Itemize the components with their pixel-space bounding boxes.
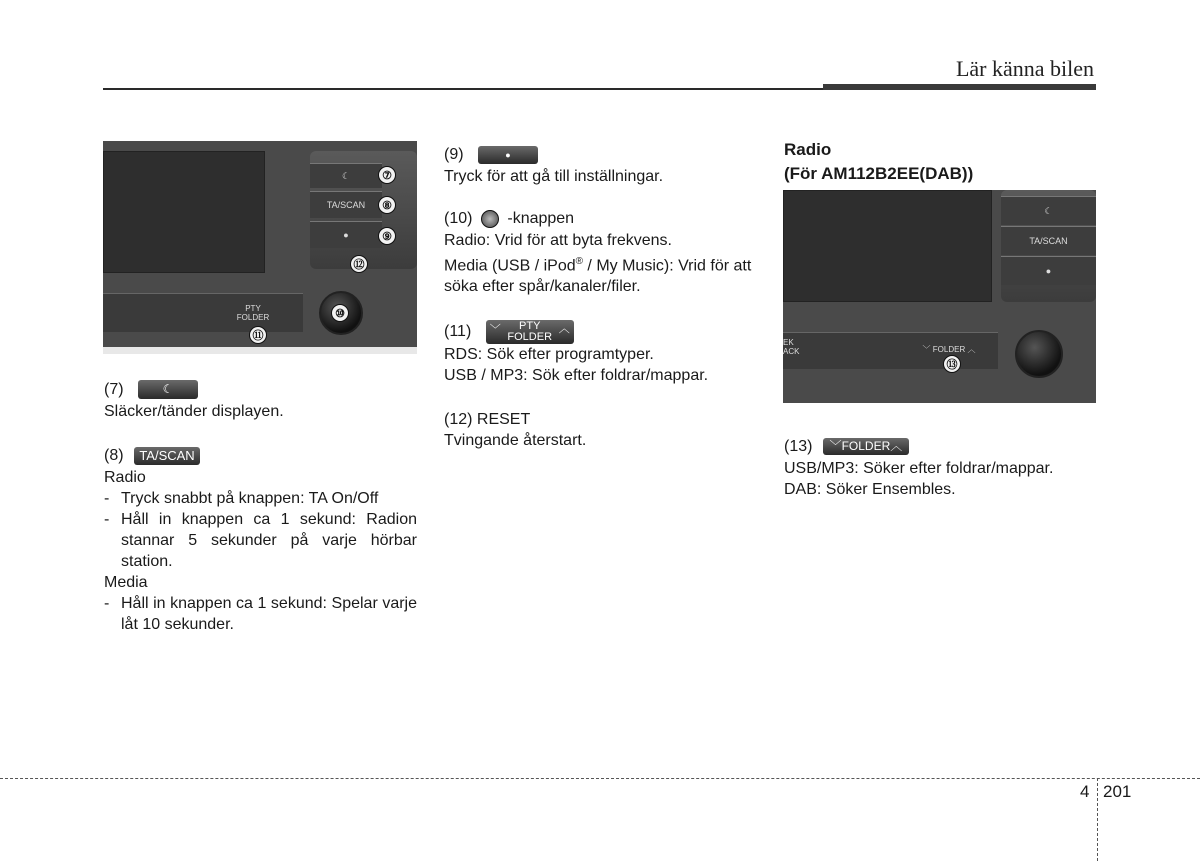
pty-label: PTY bbox=[519, 320, 541, 333]
page-header-title: Lär känna bilen bbox=[955, 56, 1094, 81]
display-screen bbox=[103, 151, 265, 273]
folder-label: FOLDER bbox=[932, 345, 966, 354]
callout-13: ⑬ bbox=[943, 355, 961, 373]
chevron-up-icon: ︿ bbox=[558, 323, 570, 336]
item-12-number: (12) RESET bbox=[444, 411, 531, 429]
bullet-dash: - bbox=[104, 595, 110, 612]
header-rule bbox=[103, 88, 823, 90]
item-9-number: (9) bbox=[444, 146, 464, 163]
pty-folder-label bbox=[228, 304, 278, 322]
callout-11: ⑪ bbox=[249, 326, 267, 344]
item-11 bbox=[444, 320, 764, 344]
pty-folder-button-icon bbox=[486, 320, 574, 344]
item-8-bullet-3-text: Håll in knappen ca 1 sekund: Spelar varje låt 10 sekunder. bbox=[121, 595, 417, 633]
moon-button-icon: ☾ bbox=[138, 380, 198, 399]
chevron-down-icon: ﹀ bbox=[829, 439, 842, 454]
heading-radio: Radio bbox=[784, 140, 832, 159]
column-2-text bbox=[444, 144, 764, 451]
item-11-line-2: USB / MP3: Sök efter foldrar/mappar. bbox=[444, 367, 709, 385]
item-11-number: (11) bbox=[444, 323, 472, 341]
head-unit-photo-1 bbox=[103, 141, 417, 354]
item-8-radio-heading: Radio bbox=[104, 469, 146, 486]
column-1-text bbox=[104, 379, 417, 635]
item-7 bbox=[104, 379, 417, 401]
header-rule-accent bbox=[823, 84, 1096, 90]
item-10-number: (10) bbox=[444, 210, 473, 227]
registered-mark: ® bbox=[575, 256, 583, 267]
chapter-number: 4 bbox=[1080, 782, 1090, 801]
item-7-text: Släcker/tänder displayen. bbox=[104, 403, 284, 420]
item-8-number: (8) bbox=[104, 447, 124, 464]
bullet-dash: - bbox=[104, 511, 110, 528]
chevron-up-icon: ︿ bbox=[967, 345, 976, 354]
folder-label: FOLDER bbox=[507, 331, 553, 344]
item-10-line-1: Radio: Vrid för att byta frekvens. bbox=[444, 232, 672, 249]
ta-scan-label: TA/SCAN bbox=[326, 200, 366, 210]
callout-7: ⑦ bbox=[378, 166, 396, 184]
ta-scan-button-icon: TA/SCAN bbox=[134, 447, 200, 465]
knob-icon bbox=[481, 210, 499, 228]
item-8-bullet-2 bbox=[104, 509, 417, 572]
item-13-number: (13) bbox=[784, 438, 813, 455]
chevron-up-icon: ︿ bbox=[890, 439, 903, 454]
setup-button bbox=[310, 221, 382, 248]
head-unit-photo-2 bbox=[783, 190, 1096, 403]
moon-button bbox=[1001, 196, 1096, 225]
display-screen bbox=[783, 190, 992, 302]
item-7-number: (7) bbox=[104, 381, 124, 398]
item-8 bbox=[104, 445, 417, 467]
item-8-media-heading: Media bbox=[104, 574, 148, 591]
item-8-bullet-1-text: Tryck snabbt på knappen: TA On/Off bbox=[121, 490, 379, 507]
tune-knob bbox=[1015, 330, 1063, 378]
moon-icon: ☾ bbox=[341, 170, 351, 181]
ta-scan-button bbox=[1001, 226, 1096, 255]
callout-8: ⑧ bbox=[378, 196, 396, 214]
item-10-line-2a: Media (USB / iPod bbox=[444, 257, 576, 275]
item-8-bullet-3 bbox=[104, 593, 417, 635]
item-10-line-2b: / My Music): Vrid för att söka efter spår/kanaler/filer. bbox=[444, 257, 752, 296]
item-13-line-2: DAB: Söker Ensembles. bbox=[784, 481, 956, 498]
setup-button-icon: ● bbox=[478, 146, 538, 164]
item-8-bullet-2-text: Håll in knappen ca 1 sekund: Radion stannar 5 sekunder på varje hörbar station. bbox=[121, 511, 417, 570]
folder-label: FOLDER bbox=[841, 439, 891, 454]
chevron-down-icon: ﹀ bbox=[489, 324, 501, 337]
moon-button bbox=[310, 163, 382, 188]
setup-button bbox=[1001, 256, 1096, 285]
page-number: 201 bbox=[1103, 782, 1132, 801]
callout-9: ⑨ bbox=[378, 227, 396, 245]
item-12-text: Tvingande återstart. bbox=[444, 432, 587, 450]
folder-label: FOLDER bbox=[236, 313, 270, 322]
section-heading bbox=[784, 138, 1104, 186]
chevron-down-icon: ﹀ bbox=[922, 345, 931, 354]
callout-12: ⑫ bbox=[350, 255, 368, 273]
folder-label-photo bbox=[911, 345, 987, 354]
callout-10: ⑩ bbox=[331, 304, 349, 322]
footer-divider bbox=[1097, 778, 1098, 861]
pty-label: PTY bbox=[245, 304, 261, 313]
item-10 bbox=[444, 208, 764, 230]
item-10-line-2 bbox=[444, 251, 764, 297]
item-8-bullet-1 bbox=[104, 488, 417, 509]
moon-icon: ☾ bbox=[1044, 205, 1053, 216]
column-3-text bbox=[784, 436, 1100, 500]
gear-icon: ● bbox=[1045, 266, 1052, 276]
folder-button-icon bbox=[823, 438, 909, 455]
ta-scan-button bbox=[310, 191, 382, 218]
ta-scan-label: TA/SCAN bbox=[1029, 236, 1068, 246]
item-9 bbox=[444, 144, 764, 166]
item-11-line-1: RDS: Sök efter programtyper. bbox=[444, 346, 654, 364]
gear-icon: ● bbox=[343, 230, 349, 240]
heading-dab-model: (För AM112B2EE(DAB)) bbox=[784, 164, 974, 183]
footer-rule bbox=[0, 778, 1200, 779]
item-10-suffix: -knappen bbox=[507, 210, 575, 227]
item-13 bbox=[784, 436, 1100, 458]
photo-bottom-edge bbox=[103, 347, 417, 354]
bullet-dash: - bbox=[104, 490, 110, 507]
item-13-line-1: USB/MP3: Söker efter foldrar/mappar. bbox=[784, 460, 1054, 477]
edge-label: EK ACK bbox=[783, 338, 800, 356]
item-9-text: Tryck för att gå till inställningar. bbox=[444, 168, 664, 185]
